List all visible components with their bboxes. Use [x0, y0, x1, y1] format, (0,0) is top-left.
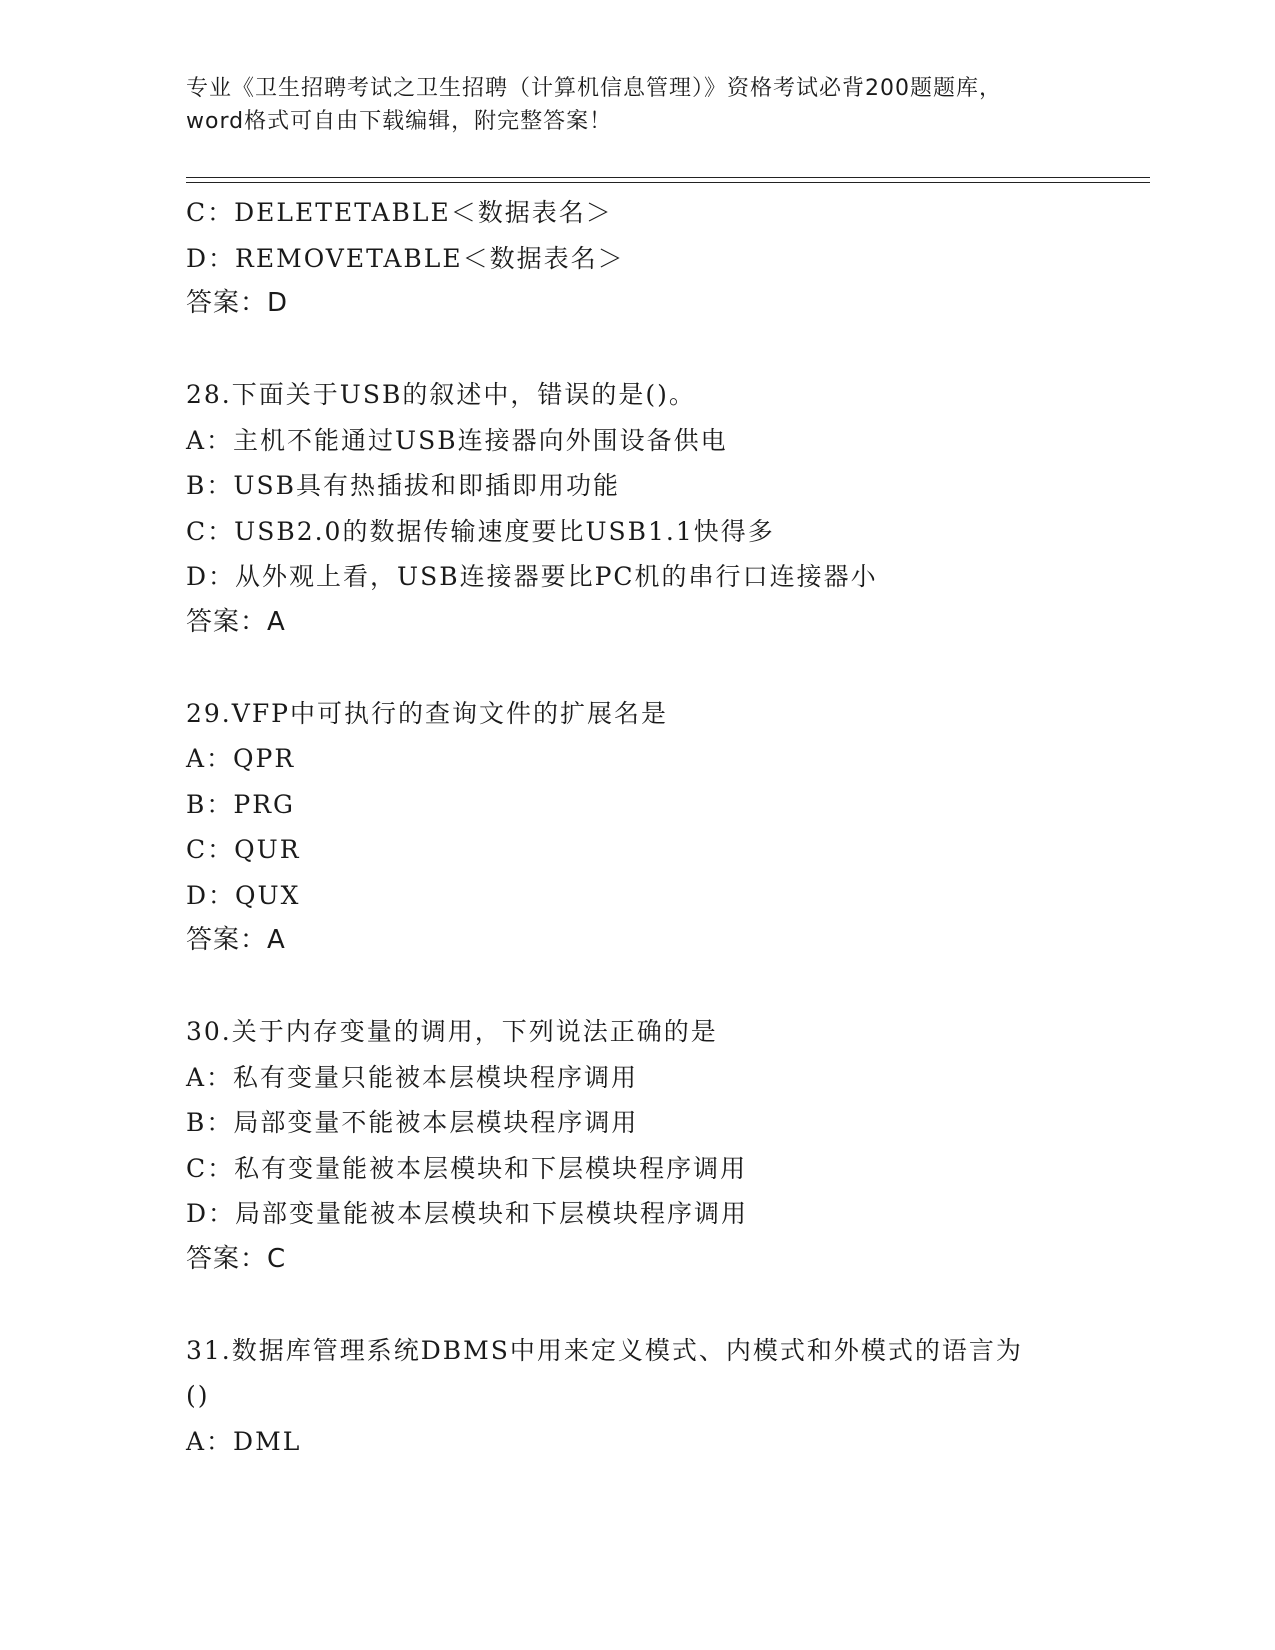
- question-30: [186, 1009, 1086, 1282]
- page-header: [186, 72, 1086, 138]
- question-28-text: 28.下面关于USB的叙述中，错误的是()。: [186, 380, 696, 409]
- question-31-option-a: A：DML: [186, 1426, 302, 1456]
- question-31-text-line-1: 31.数据库管理系统DBMS中用来定义模式、内模式和外模式的语言为: [186, 1335, 1023, 1365]
- prev-option-d: D：REMOVETABLE＜数据表名＞: [186, 243, 625, 273]
- question-list: [186, 190, 1086, 1464]
- question-30-option-b: B：局部变量不能被本层模块程序调用: [186, 1108, 639, 1137]
- question-28-option-b: B：USB具有热插拔和即插即用功能: [186, 471, 620, 500]
- question-31: [186, 1328, 1086, 1465]
- question-28: [186, 372, 1086, 645]
- question-28-option-d: D：从外观上看，USB连接器要比PC机的串行口连接器小: [186, 562, 878, 591]
- question-29-text: 29.VFP中可执行的查询文件的扩展名是: [186, 698, 668, 728]
- question-29-option-c: C：QUR: [186, 835, 301, 864]
- spacer: [186, 327, 1086, 373]
- header-divider-bottom: [186, 182, 1150, 183]
- spacer: [186, 645, 1086, 691]
- question-29-option-b: B：PRG: [186, 789, 295, 819]
- question-30-answer: 答案：C: [186, 1243, 287, 1274]
- header-divider-top: [186, 177, 1150, 178]
- question-28-option-a: A：主机不能通过USB连接器向外围设备供电: [186, 425, 728, 455]
- question-28-option-c: C：USB2.0的数据传输速度要比USB1.1快得多: [186, 516, 775, 546]
- header-title-line-1: 专业《卫生招聘考试之卫生招聘（计算机信息管理）》资格考试必背200题题库，: [186, 76, 1002, 101]
- spacer: [186, 964, 1086, 1010]
- question-31-text-line-2: (): [186, 1381, 210, 1410]
- question-28-answer: 答案：A: [186, 606, 286, 637]
- question-29-answer: 答案：A: [186, 925, 286, 955]
- question-29-option-a: A：QPR: [186, 744, 296, 773]
- spacer: [186, 1282, 1086, 1328]
- header-title-line-2: word格式可自由下载编辑，附完整答案！: [186, 109, 613, 134]
- question-30-option-c: C：私有变量能被本层模块和下层模块程序调用: [186, 1153, 748, 1183]
- prev-answer: 答案：D: [186, 288, 289, 318]
- question-30-option-d: D：局部变量能被本层模块和下层模块程序调用: [186, 1199, 749, 1228]
- prev-option-c: C：DELETETABLE＜数据表名＞: [186, 198, 613, 227]
- question-30-text: 30.关于内存变量的调用，下列说法正确的是: [186, 1017, 718, 1046]
- question-29: [186, 691, 1086, 964]
- question-29-option-d: D：QUX: [186, 880, 301, 910]
- question-30-option-a: A：私有变量只能被本层模块程序调用: [186, 1062, 639, 1092]
